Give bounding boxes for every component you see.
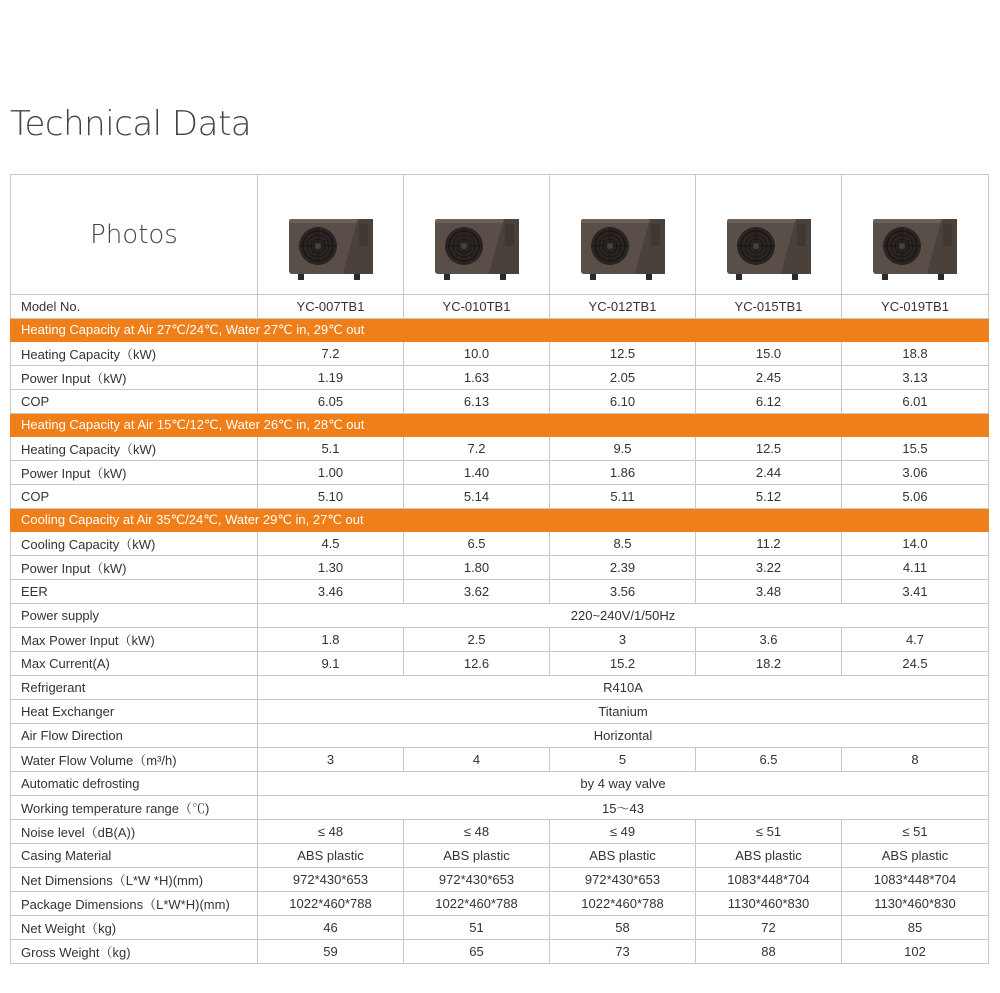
value-cell: 12.5 (696, 437, 842, 461)
value-cell: 24.5 (842, 652, 989, 676)
value-cell: ≤ 48 (258, 820, 404, 844)
row-label: Heat Exchanger (11, 700, 258, 724)
value-cell: 3.41 (842, 580, 989, 604)
value-cell: 6.13 (404, 390, 550, 414)
table-row (11, 940, 989, 964)
value-cell: 8 (842, 748, 989, 772)
row-label: Max Power Input（kW) (11, 628, 258, 652)
merged-value-cell: by 4 way valve (258, 772, 989, 796)
model-cell: YC-019TB1 (842, 295, 989, 319)
model-cell: YC-012TB1 (550, 295, 696, 319)
table-row (11, 892, 989, 916)
photos-label: Photos (11, 175, 258, 295)
section-header: Heating Capacity at Air 15℃/12℃, Water 26℃ in, 28℃ out (11, 414, 989, 437)
value-cell: 3.62 (404, 580, 550, 604)
value-cell: 2.39 (550, 556, 696, 580)
value-cell: 5.1 (258, 437, 404, 461)
value-cell: 9.5 (550, 437, 696, 461)
model-row (11, 295, 989, 319)
value-cell: 6.01 (842, 390, 989, 414)
value-cell: 5.10 (258, 485, 404, 509)
value-cell: 51 (404, 916, 550, 940)
value-cell: 8.5 (550, 532, 696, 556)
value-cell: 3.6 (696, 628, 842, 652)
heat-pump-unit-icon (580, 216, 666, 282)
model-label: Model No. (11, 295, 258, 319)
row-label: Package Dimensions（L*W*H)(mm) (11, 892, 258, 916)
value-cell: 10.0 (404, 342, 550, 366)
table-row (11, 342, 989, 366)
value-cell: 59 (258, 940, 404, 964)
table-row (11, 844, 989, 868)
table-row (11, 676, 989, 700)
value-cell: ≤ 48 (404, 820, 550, 844)
value-cell: 73 (550, 940, 696, 964)
value-cell: 1.30 (258, 556, 404, 580)
value-cell: 3.06 (842, 461, 989, 485)
value-cell: 3 (258, 748, 404, 772)
value-cell: 5.14 (404, 485, 550, 509)
value-cell: 85 (842, 916, 989, 940)
table-row (11, 604, 989, 628)
value-cell: 14.0 (842, 532, 989, 556)
row-label: Net Dimensions（L*W *H)(mm) (11, 868, 258, 892)
merged-value-cell: Horizontal (258, 724, 989, 748)
value-cell: 11.2 (696, 532, 842, 556)
value-cell: 15.5 (842, 437, 989, 461)
value-cell: ABS plastic (842, 844, 989, 868)
value-cell: 1083*448*704 (696, 868, 842, 892)
value-cell: 65 (404, 940, 550, 964)
page-title: Technical Data (10, 104, 252, 144)
value-cell: ABS plastic (404, 844, 550, 868)
table-row (11, 580, 989, 604)
value-cell: 15.0 (696, 342, 842, 366)
table-row (11, 366, 989, 390)
table-row (11, 700, 989, 724)
merged-value-cell: 220~240V/1/50Hz (258, 604, 989, 628)
technical-data-table (10, 174, 989, 964)
table-row (11, 724, 989, 748)
row-label: Air Flow Direction (11, 724, 258, 748)
value-cell: ≤ 51 (696, 820, 842, 844)
value-cell: 2.45 (696, 366, 842, 390)
value-cell: 18.8 (842, 342, 989, 366)
value-cell: 3.48 (696, 580, 842, 604)
value-cell: 3 (550, 628, 696, 652)
value-cell: 4.11 (842, 556, 989, 580)
section-header-row (11, 319, 989, 342)
table-row (11, 390, 989, 414)
table-row (11, 652, 989, 676)
value-cell: 3.13 (842, 366, 989, 390)
merged-value-cell: Titanium (258, 700, 989, 724)
value-cell: ≤ 49 (550, 820, 696, 844)
value-cell: 6.12 (696, 390, 842, 414)
value-cell: 4.5 (258, 532, 404, 556)
value-cell: 1.80 (404, 556, 550, 580)
value-cell: 4 (404, 748, 550, 772)
heat-pump-unit-icon (872, 216, 958, 282)
value-cell: ABS plastic (550, 844, 696, 868)
value-cell: 1130*460*830 (696, 892, 842, 916)
value-cell: 15.2 (550, 652, 696, 676)
value-cell: 1.63 (404, 366, 550, 390)
photo-cell (404, 175, 550, 295)
value-cell: 9.1 (258, 652, 404, 676)
model-cell: YC-007TB1 (258, 295, 404, 319)
section-header-row (11, 509, 989, 532)
row-label: Gross Weight（kg) (11, 940, 258, 964)
value-cell: 2.44 (696, 461, 842, 485)
table-row (11, 796, 989, 820)
value-cell: 1.8 (258, 628, 404, 652)
row-label: Water Flow Volume（m³/h) (11, 748, 258, 772)
value-cell: 1.00 (258, 461, 404, 485)
photo-cell (550, 175, 696, 295)
row-label: Net Weight（kg) (11, 916, 258, 940)
value-cell: 1022*460*788 (404, 892, 550, 916)
value-cell: 6.5 (404, 532, 550, 556)
table-row (11, 461, 989, 485)
value-cell: 2.5 (404, 628, 550, 652)
value-cell: 18.2 (696, 652, 842, 676)
table-row (11, 820, 989, 844)
merged-value-cell: 15～43 (258, 796, 989, 820)
table-row (11, 868, 989, 892)
section-header-row (11, 414, 989, 437)
table-row (11, 532, 989, 556)
heat-pump-unit-icon (288, 216, 374, 282)
value-cell: 972*430*653 (550, 868, 696, 892)
table-row (11, 772, 989, 796)
value-cell: 2.05 (550, 366, 696, 390)
section-header: Heating Capacity at Air 27℃/24℃, Water 27℃ in, 29℃ out (11, 319, 989, 342)
value-cell: 6.05 (258, 390, 404, 414)
merged-value-cell: R410A (258, 676, 989, 700)
table-row (11, 485, 989, 509)
table-row (11, 437, 989, 461)
value-cell: 5.12 (696, 485, 842, 509)
table-row (11, 748, 989, 772)
value-cell: 6.10 (550, 390, 696, 414)
value-cell: 12.5 (550, 342, 696, 366)
row-label: EER (11, 580, 258, 604)
value-cell: ABS plastic (258, 844, 404, 868)
heat-pump-unit-icon (434, 216, 520, 282)
value-cell: 5.06 (842, 485, 989, 509)
photos-row (11, 175, 989, 295)
row-label: Power Input（kW) (11, 461, 258, 485)
value-cell: ABS plastic (696, 844, 842, 868)
value-cell: 972*430*653 (258, 868, 404, 892)
value-cell: 7.2 (258, 342, 404, 366)
value-cell: 972*430*653 (404, 868, 550, 892)
row-label: Heating Capacity（kW) (11, 342, 258, 366)
row-label: COP (11, 485, 258, 509)
value-cell: 3.22 (696, 556, 842, 580)
heat-pump-unit-icon (726, 216, 812, 282)
value-cell: 58 (550, 916, 696, 940)
value-cell: 1.40 (404, 461, 550, 485)
value-cell: 3.56 (550, 580, 696, 604)
row-label: Noise level（dB(A)) (11, 820, 258, 844)
value-cell: 1022*460*788 (258, 892, 404, 916)
row-label: Heating Capacity（kW) (11, 437, 258, 461)
row-label: Power Input（kW) (11, 556, 258, 580)
value-cell: 72 (696, 916, 842, 940)
value-cell: 5.11 (550, 485, 696, 509)
value-cell: 1.86 (550, 461, 696, 485)
table-row (11, 916, 989, 940)
table-row (11, 556, 989, 580)
value-cell: 4.7 (842, 628, 989, 652)
value-cell: 12.6 (404, 652, 550, 676)
value-cell: 1.19 (258, 366, 404, 390)
row-label: Casing Material (11, 844, 258, 868)
row-label: Power supply (11, 604, 258, 628)
value-cell: 7.2 (404, 437, 550, 461)
table-body (11, 175, 989, 964)
model-cell: YC-015TB1 (696, 295, 842, 319)
value-cell: 6.5 (696, 748, 842, 772)
row-label: Max Current(A) (11, 652, 258, 676)
row-label: Working temperature range（℃) (11, 796, 258, 820)
row-label: Refrigerant (11, 676, 258, 700)
model-cell: YC-010TB1 (404, 295, 550, 319)
row-label: Automatic defrosting (11, 772, 258, 796)
value-cell: 3.46 (258, 580, 404, 604)
value-cell: 46 (258, 916, 404, 940)
table-row (11, 628, 989, 652)
photo-cell (258, 175, 404, 295)
row-label: COP (11, 390, 258, 414)
value-cell: ≤ 51 (842, 820, 989, 844)
value-cell: 5 (550, 748, 696, 772)
value-cell: 88 (696, 940, 842, 964)
value-cell: 1022*460*788 (550, 892, 696, 916)
photo-cell (696, 175, 842, 295)
photo-cell (842, 175, 989, 295)
row-label: Power Input（kW) (11, 366, 258, 390)
section-header: Cooling Capacity at Air 35℃/24℃, Water 29℃ in, 27℃ out (11, 509, 989, 532)
value-cell: 1083*448*704 (842, 868, 989, 892)
value-cell: 1130*460*830 (842, 892, 989, 916)
value-cell: 102 (842, 940, 989, 964)
row-label: Cooling Capacity（kW) (11, 532, 258, 556)
